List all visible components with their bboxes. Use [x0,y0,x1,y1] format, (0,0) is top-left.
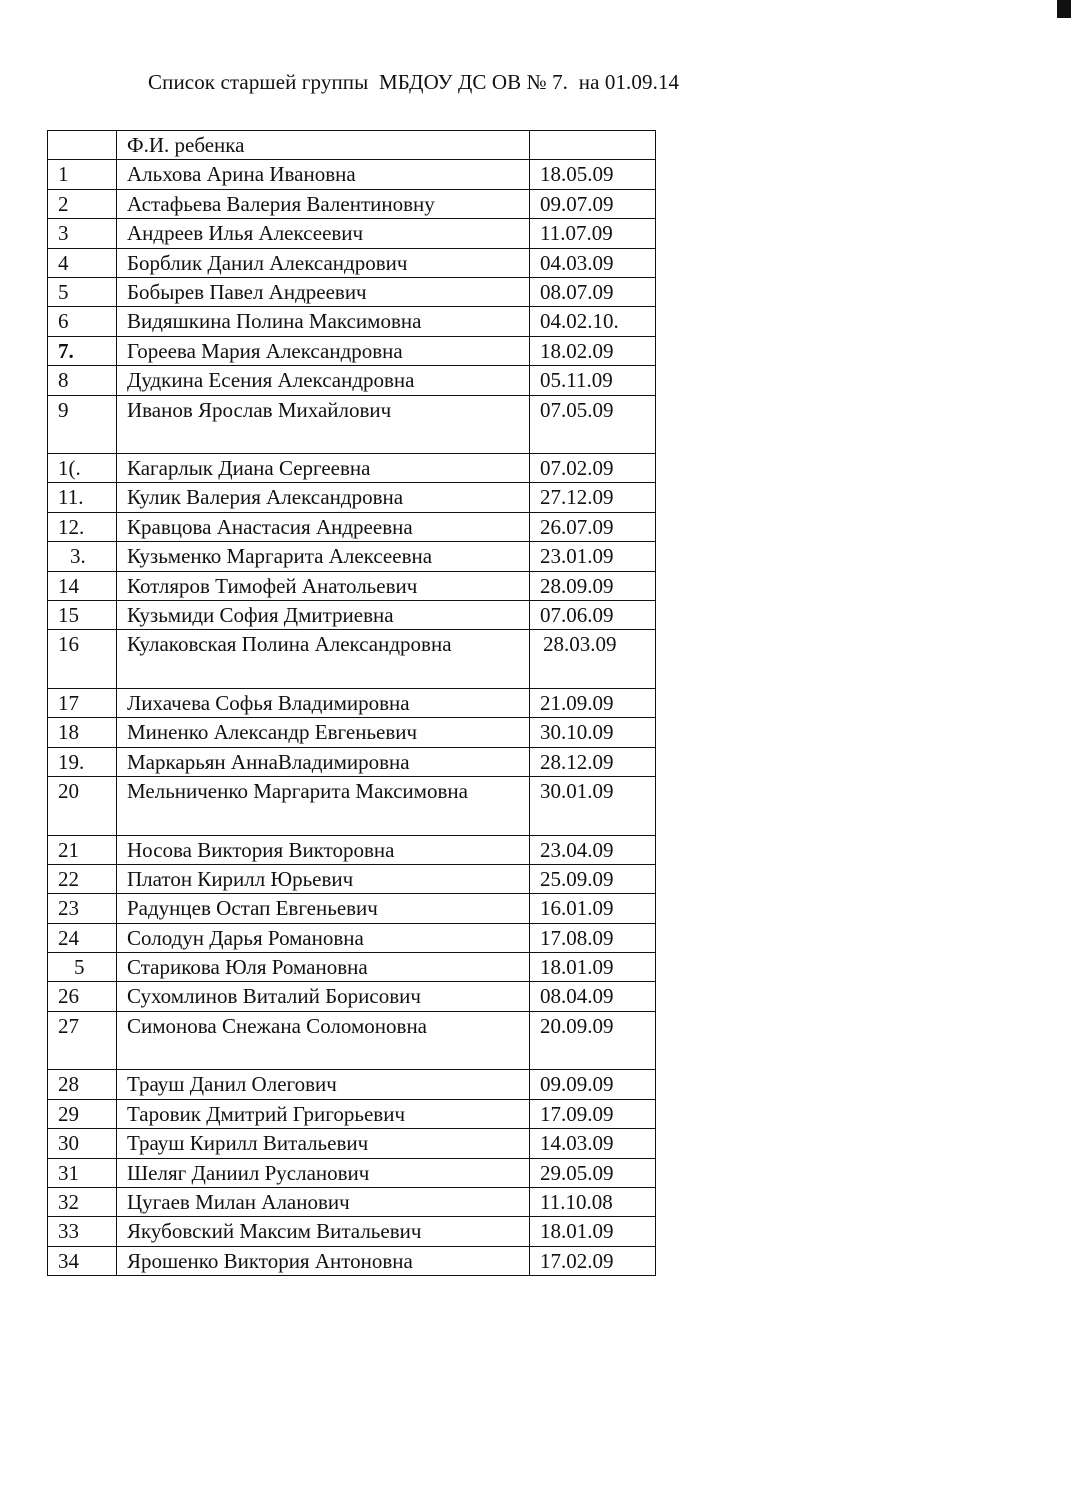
row-name: Кагарлык Диана Сергеевна [117,454,530,483]
row-date: 28.12.09 [530,747,656,776]
table-header-row [48,131,656,160]
row-name: Кузьмиди София Дмитриевна [117,600,530,629]
table-row [48,483,656,512]
row-date: 30.10.09 [530,718,656,747]
table-row [48,277,656,306]
row-num: 11. [48,483,117,512]
row-name: Платон Кирилл Юрьевич [117,864,530,893]
row-date: 17.08.09 [530,923,656,952]
row-num: 8 [48,366,117,395]
row-name: Кузьменко Маргарита Алексеевна [117,542,530,571]
row-num: 32 [48,1187,117,1216]
row-date: 17.02.09 [530,1246,656,1275]
row-num: 1(. [48,454,117,483]
table-row [48,1217,656,1246]
row-num: 4 [48,248,117,277]
row-num: 31 [48,1158,117,1187]
row-date: 18.01.09 [530,953,656,982]
row-name: Носова Виктория Викторовна [117,835,530,864]
table-row [48,395,656,454]
table-row [48,542,656,571]
row-num: 17 [48,688,117,717]
row-date: 16.01.09 [530,894,656,923]
table-row [48,248,656,277]
table-row [48,366,656,395]
row-name: Симонова Снежана Соломоновна [117,1011,530,1070]
row-date: 09.09.09 [530,1070,656,1099]
table-row [48,512,656,541]
table-row [48,1246,656,1275]
row-name: Таровик Дмитрий Григорьевич [117,1099,530,1128]
row-num: 21 [48,835,117,864]
row-name: Радунцев Остап Евгеньевич [117,894,530,923]
table-row [48,982,656,1011]
row-name: Котляров Тимофей Анатольевич [117,571,530,600]
row-num: 18 [48,718,117,747]
row-date: 29.05.09 [530,1158,656,1187]
row-date: 08.07.09 [530,277,656,306]
row-name: Сухомлинов Виталий Борисович [117,982,530,1011]
row-name: Альхова Арина Ивановна [117,160,530,189]
row-date: 28.09.09 [530,571,656,600]
table-row [48,718,656,747]
table-row [48,864,656,893]
table-row [48,160,656,189]
row-date: 18.01.09 [530,1217,656,1246]
row-num: 28 [48,1070,117,1099]
table-row [48,600,656,629]
row-num: 24 [48,923,117,952]
row-num: 5 [48,277,117,306]
row-name: Цугаев Милан Аланович [117,1187,530,1216]
row-name: Дудкина Есения Александровна [117,366,530,395]
row-name: Шеляг Даниил Русланович [117,1158,530,1187]
row-date: 21.09.09 [530,688,656,717]
table-row [48,777,656,836]
row-date: 26.07.09 [530,512,656,541]
table-row [48,1187,656,1216]
row-num: 23 [48,894,117,923]
table-row [48,1011,656,1070]
row-date: 18.05.09 [530,160,656,189]
table-row [48,307,656,336]
row-date: 17.09.09 [530,1099,656,1128]
row-date: 11.07.09 [530,219,656,248]
row-num: 34 [48,1246,117,1275]
row-date: 25.09.09 [530,864,656,893]
row-name: Лихачева Софья Владимировна [117,688,530,717]
row-num: 26 [48,982,117,1011]
row-name: Миненко Александр Евгеньевич [117,718,530,747]
table-row [48,454,656,483]
row-date: 27.12.09 [530,483,656,512]
row-date: 08.04.09 [530,982,656,1011]
table-row [48,747,656,776]
row-num: 19. [48,747,117,776]
row-date: 04.02.10. [530,307,656,336]
table-row [48,953,656,982]
row-num: 22 [48,864,117,893]
row-name: Видяшкина Полина Максимовна [117,307,530,336]
row-date: 11.10.08 [530,1187,656,1216]
table-row [48,1070,656,1099]
row-num: 15 [48,600,117,629]
row-name: Ярошенко Виктория Антоновна [117,1246,530,1275]
table-row [48,894,656,923]
row-name: Мельниченко Маргарита Максимовна [117,777,530,836]
row-num: 7. [48,336,117,365]
row-name: Якубовский Максим Витальевич [117,1217,530,1246]
row-date: 14.03.09 [530,1129,656,1158]
header-date-cell [530,131,656,160]
row-name: Трауш Данил Олегович [117,1070,530,1099]
row-num: 12. [48,512,117,541]
row-num: 3. [48,542,117,571]
row-name: Кулаковская Полина Александровна [117,630,530,689]
row-num: 29 [48,1099,117,1128]
row-num: 2 [48,189,117,218]
row-num: 6 [48,307,117,336]
row-date: 20.09.09 [530,1011,656,1070]
row-date: 28.03.09 [530,630,656,689]
row-name: Кулик Валерия Александровна [117,483,530,512]
row-name: Борблик Данил Александрович [117,248,530,277]
row-num: 20 [48,777,117,836]
row-date: 23.04.09 [530,835,656,864]
row-name: Старикова Юля Романовна [117,953,530,982]
header-num-cell [48,131,117,160]
row-date: 05.11.09 [530,366,656,395]
row-name: Бобырев Павел Андреевич [117,277,530,306]
table-row [48,336,656,365]
row-num: 30 [48,1129,117,1158]
row-num: 14 [48,571,117,600]
table-row [48,630,656,689]
row-date: 09.07.09 [530,189,656,218]
table-row [48,835,656,864]
table-row [48,1158,656,1187]
table-row [48,189,656,218]
table-row [48,1099,656,1128]
row-num: 33 [48,1217,117,1246]
row-date: 18.02.09 [530,336,656,365]
row-name: Андреев Илья Алексеевич [117,219,530,248]
row-date: 07.06.09 [530,600,656,629]
row-name: Солодун Дарья Романовна [117,923,530,952]
row-name: Гореева Мария Александровна [117,336,530,365]
row-num: 1 [48,160,117,189]
row-name: Астафьева Валерия Валентиновну [117,189,530,218]
row-date: 23.01.09 [530,542,656,571]
row-num: 3 [48,219,117,248]
header-name-cell: Ф.И. ребенка [117,131,530,160]
table-row [48,688,656,717]
row-num: 27 [48,1011,117,1070]
row-name: Иванов Ярослав Михайлович [117,395,530,454]
row-date: 30.01.09 [530,777,656,836]
row-date: 07.05.09 [530,395,656,454]
table-row [48,923,656,952]
row-num: 9 [48,395,117,454]
table-row [48,219,656,248]
row-name: Кравцова Анастасия Андреевна [117,512,530,541]
row-num: 5 [48,953,117,982]
row-name: Маркарьян АннаВладимировна [117,747,530,776]
table-row [48,1129,656,1158]
row-name: Трауш Кирилл Витальевич [117,1129,530,1158]
document-title: Список старшей группы МБДОУ ДС ОВ № 7. на 01.09.14 [148,70,680,94]
children-roster-table [47,130,656,1276]
table-row [48,571,656,600]
scan-edge-mark [1057,0,1071,18]
row-num: 16 [48,630,117,689]
row-date: 04.03.09 [530,248,656,277]
row-date: 07.02.09 [530,454,656,483]
